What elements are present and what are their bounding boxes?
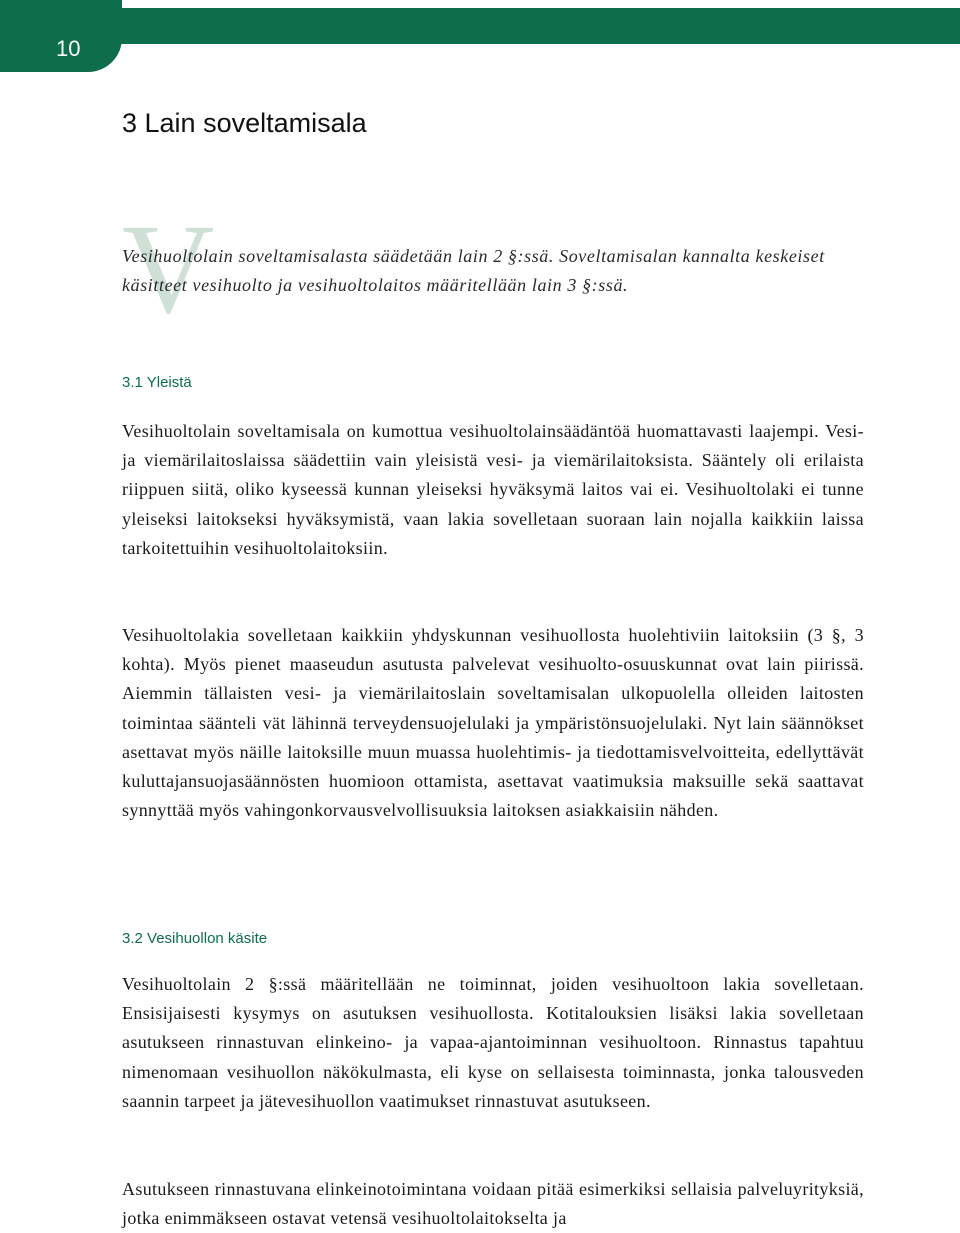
page-number: 10 <box>56 36 81 61</box>
page-number-tab <box>0 0 122 72</box>
body-paragraph: Vesihuoltolakia sovelletaan kaikkiin yhdyskunnan vesihuollosta huolehtiviin laitoksiin (3 §, 3 kohta). Myös pienet maaseudun asutusta palvelevat vesihuolto-osuuskunnat ovat lain piirissä. Aiemmin tällaisten vesi- ja viemärilaitoslain soveltamisalan ulkopuolella olleiden laitosten toimintaa säänteli vät lähinnä terveydensuojelulaki ja ympäristönsuojelulaki. Nyt lain säännökset asettavat myös näille laitoksille muun muassa huolehtimis- ja tiedottamisvelvoitteita, edellyttävät kuluttajansuojasäännösten huomioon ottamista, asettavat vaatimuksia maksuille sekä saattavat synnyttää myös vahingonkorvausvelvollisuuksia laitoksen asiakkaisiin nähden. <box>122 625 864 821</box>
header-band <box>0 8 960 44</box>
body-paragraph: Vesihuoltolain 2 §:ssä määritellään ne toiminnat, joiden vesihuoltoon lakia sovelletaan. Ensisijaisesti kysymys on asutuksen vesihuollosta. Kotitalouksien lisäksi lakia sovelletaan asutukseen rinnastuvan elinkeino- ja vapaa-ajantoiminnan vesihuoltoon. Rinnastus tapahtuu nimenomaan vesihuollon näkökulmasta, eli kyse on sellaisesta toiminnasta, jonka talousveden saannin tarpeet ja jätevesihuollon vaatimukset rinnastuvat asutukseen. <box>122 974 864 1111</box>
dropcap-letter: V <box>122 198 215 340</box>
body-paragraph: Vesihuoltolain soveltamisala on kumottua vesihuoltolainsäädäntöä huomattavasti laajempi. Vesi- ja viemärilaitoslaissa säädettiin vain yleisistä vesi- ja viemärilaitoksista. Sääntely oli erilaista riippuen siitä, oliko kyseessä kunnan yleiseksi hyväksymä laitos vai ei. Vesihuoltolaki ei tunne yleiseksi laitokseksi hyväksymistä, vaan lakia sovelletaan suoraan lain nojalla kaikkiin laissa tarkoitettuihin vesihuoltolaitoksiin. <box>122 421 864 558</box>
section-heading-yleista: 3.1 Yleistä <box>122 374 192 391</box>
body-paragraph: Asutukseen rinnastuvana elinkeinotoimintana voidaan pitää esimerkiksi sellaisia palveluyrityksiä, jotka enimmäkseen ostavat vetensä vesihuoltolaitokselta ja <box>122 1179 864 1229</box>
section-heading-vesihuollon-kasite: 3.2 Vesihuollon käsite <box>122 930 268 947</box>
chapter-title: 3 Lain soveltamisala <box>122 108 367 138</box>
intro-paragraph: Vesihuoltolain soveltamisalasta säädetään lain 2 §:ssä. Soveltamisalan kannalta keskeiset käsitteet vesihuolto ja vesihuoltolaitos määritellään lain 3 §:ssä. <box>122 246 825 295</box>
